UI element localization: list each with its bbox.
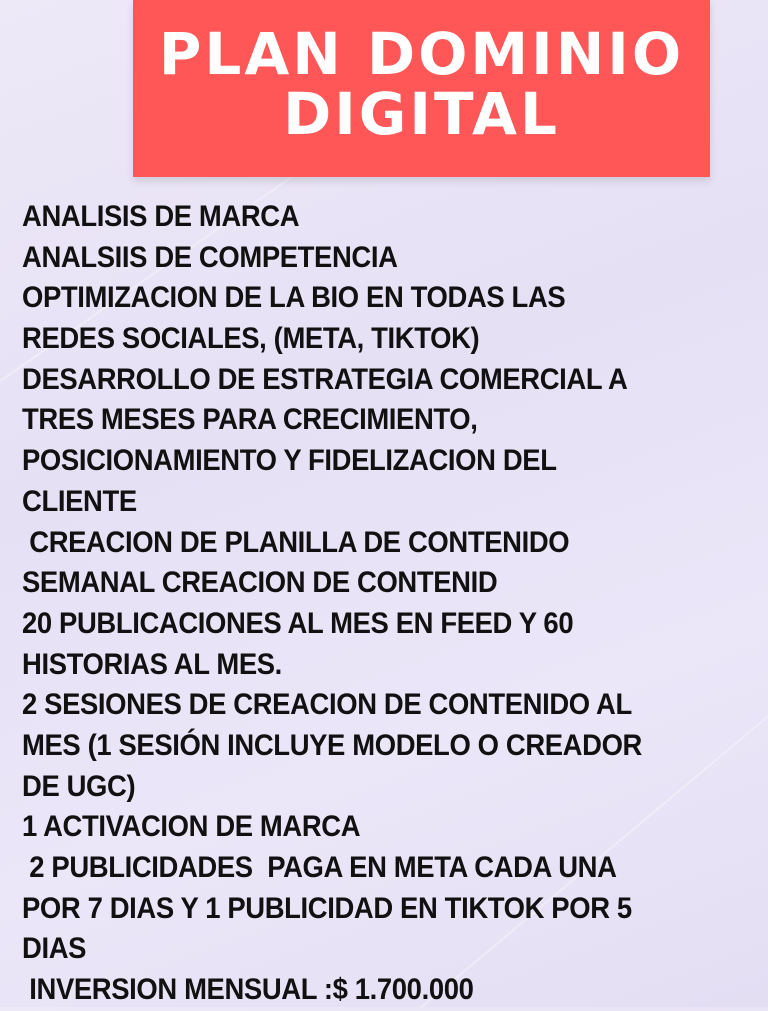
- detail-line: CLIENTE: [22, 484, 137, 518]
- title-line-1: PLAN DOMINIO: [158, 20, 685, 88]
- detail-line: ANALSIIS DE COMPETENCIA: [22, 240, 398, 274]
- detail-line: 2 SESIONES DE CREACION DE CONTENIDO AL: [22, 688, 632, 722]
- detail-line: SEMANAL CREACION DE CONTENID: [22, 566, 498, 600]
- detail-line: CREACION DE PLANILLA DE CONTENIDO: [22, 525, 570, 559]
- detail-line: HISTORIAS AL MES.: [22, 647, 282, 681]
- detail-line: DE UGC): [22, 769, 136, 803]
- detail-line: DESARROLLO DE ESTRATEGIA COMERCIAL A: [22, 362, 628, 396]
- detail-line: DIAS: [22, 932, 87, 966]
- detail-line: TRES MESES PARA CRECIMIENTO,: [22, 403, 478, 437]
- title-line-2: DIGITAL: [283, 80, 560, 148]
- title-banner: [133, 0, 710, 177]
- detail-line: REDES SOCIALES, (META, TIKTOK): [22, 322, 480, 356]
- plan-details: [22, 197, 752, 1011]
- detail-line: MES (1 SESIÓN INCLUYE MODELO O CREADOR: [22, 728, 642, 762]
- detail-line: 1 ACTIVACION DE MARCA: [22, 810, 361, 844]
- detail-line: POR 7 DIAS Y 1 PUBLICIDAD EN TIKTOK POR 5: [22, 891, 632, 925]
- detail-line: 2 PUBLICIDADES PAGA EN META CADA UNA: [22, 851, 617, 884]
- detail-line: 20 PUBLICACIONES AL MES EN FEED Y 60: [22, 606, 574, 640]
- detail-line: ANALISIS DE MARCA: [22, 200, 300, 233]
- detail-line: OPTIMIZACION DE LA BIO EN TODAS LAS: [22, 281, 566, 315]
- investment-line: INVERSION MENSUAL :$ 1.700.000: [22, 973, 474, 1007]
- detail-line: POSICIONAMIENTO Y FIDELIZACION DEL: [22, 444, 557, 478]
